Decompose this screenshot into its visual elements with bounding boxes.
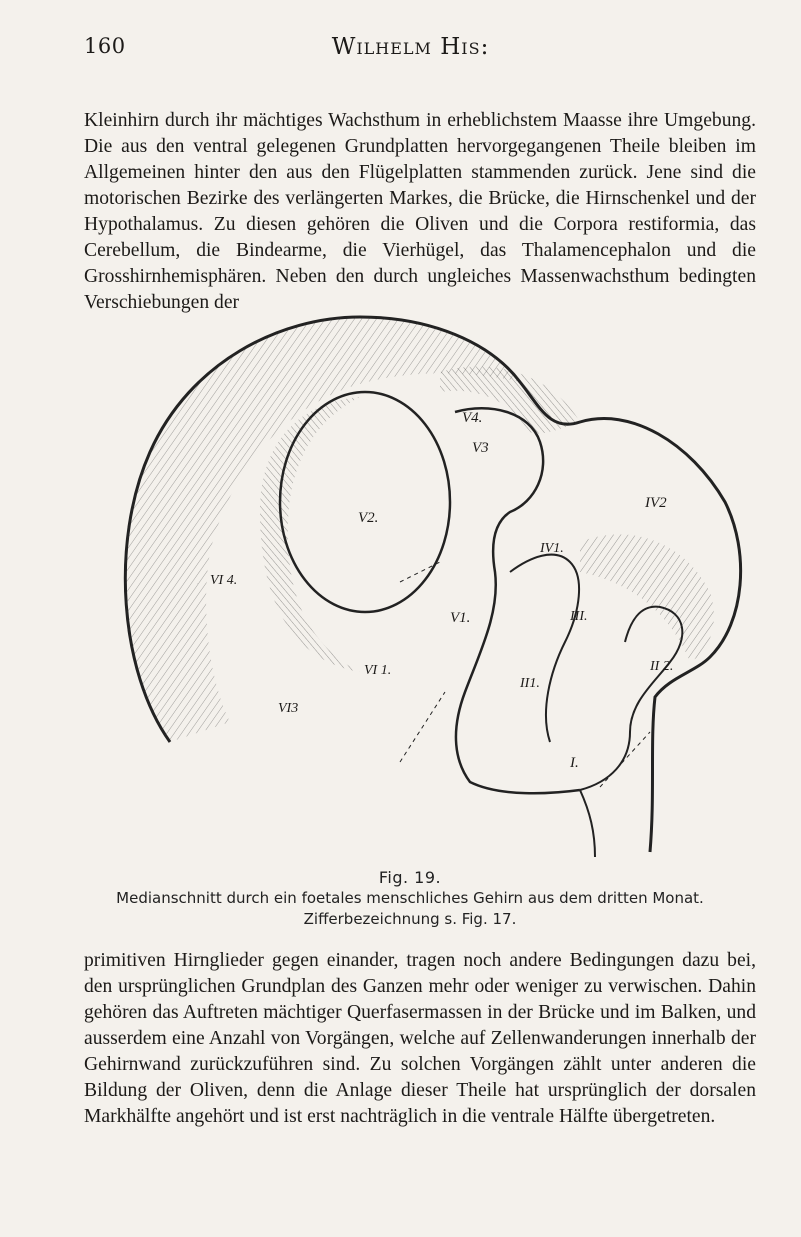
- label-vi4: VI 4.: [210, 573, 238, 588]
- label-v1: V1.: [450, 610, 471, 626]
- tail-line: [580, 790, 595, 857]
- label-vi3: VI3: [278, 701, 299, 716]
- label-i: I.: [570, 755, 579, 771]
- label-iii: III.: [570, 609, 588, 624]
- label-iv2: IV2: [645, 495, 667, 511]
- ventricle-line: [455, 408, 580, 793]
- figure-number: Fig. 19.: [378, 868, 442, 887]
- dashed-line-2: [600, 732, 650, 787]
- isthmus-line: [510, 555, 579, 742]
- page-number: 160: [84, 34, 126, 58]
- figure-caption-title: Medianschnitt durch ein foetales menschliches Gehirn aus dem dritten Monat.: [116, 889, 704, 907]
- label-v2: V2.: [358, 510, 379, 526]
- label-v3: V3: [472, 440, 489, 456]
- label-vi1: VI 1.: [364, 663, 392, 678]
- cerebellum-fold: [580, 607, 682, 790]
- body-paragraph-bottom: primitiven Hirnglieder gegen einander, tragen noch andere Bedingungen dazu bei, den ursprünglichen Grundplan des Ganzen mehr oder weniger zu verwischen. Dahin gehören das Auftreten mächtiger Querfasermassen in der Brücke und im Balken, und ausserdem eine Anzahl von Vorgängen, welche auf Zellenwanderungen innerhalb der Gehirnwand zurückzuführen sind. Zu solchen Vorgängen zählt unter anderen die Bildung der Oliven, denn die Anlage dieser Theile hat ursprünglich der dorsalen Markhälfte angehört und ist erst nachträglich in die ventrale Hälfte übergetreten.: [84, 949, 756, 1127]
- body-paragraph-top: Kleinhirn durch ihr mächtiges Wachsthum in erheblichstem Maasse ihre Umgebung. Die aus den ventral gelegenen Grundplatten hervorgegangenen Theile bleiben im Allgemeinen hinter den aus den Flügelplatten stammenden zurück. Jene sind die motorischen Bezirke des verlängerten Markes, die Brücke, die Hirnschenkel und der Hypothalamus. Zu diesen gehören die Oliven und die Corpora restiformia, das Cerebellum, die Bindearme, die Vierhügel, das Thalamencephalon und die Grosshirnhemisphären. Neben den durch ungleiches Massenwachsthum bedingten Verschiebungen der: [84, 109, 756, 313]
- running-title: Wilhelm His:: [331, 34, 490, 60]
- figure-caption-note: Zifferbezeichnung s. Fig. 17.: [303, 910, 517, 928]
- label-v4: V4.: [462, 410, 483, 426]
- midbrain-hatching: [440, 366, 580, 433]
- label-ii1: II1.: [520, 676, 540, 691]
- pons-hatching: [580, 534, 714, 662]
- label-iv1: IV1.: [540, 541, 564, 556]
- brain-diagram: [110, 312, 750, 868]
- figure-brain-median-section: [110, 312, 750, 868]
- corpus-striatum-hatching: [260, 397, 360, 672]
- label-ii2: II 2.: [650, 659, 674, 674]
- dashed-line-1: [400, 692, 445, 762]
